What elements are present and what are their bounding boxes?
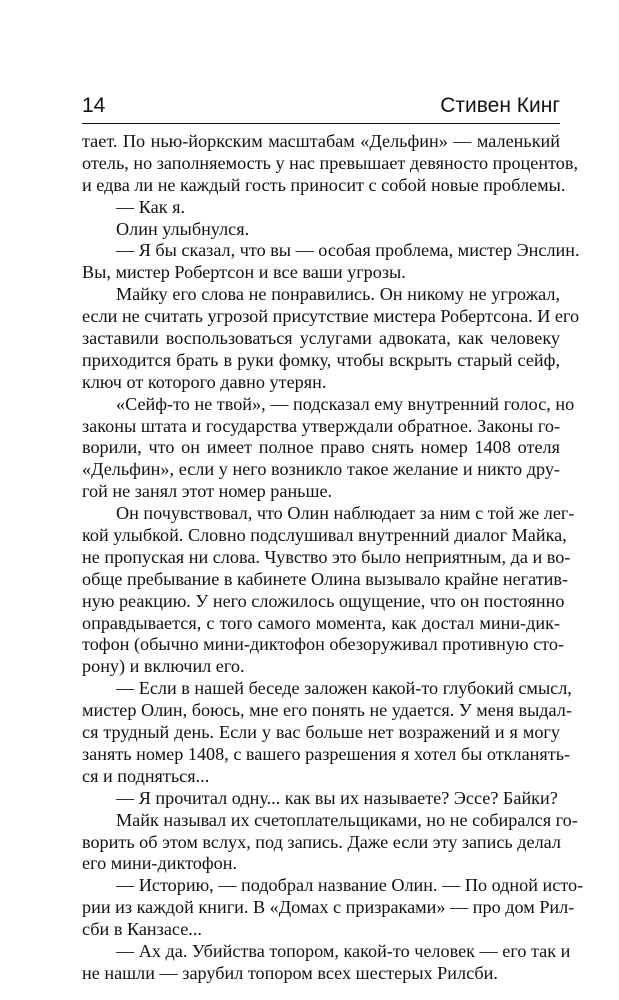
text-line: Майк называл их счетоплательщиками, но не собирался го-: [116, 809, 578, 830]
text-line: Олин улыбнулся.: [116, 218, 250, 239]
text-line: Вы, мистер Робертсон и все ваши угрозы.: [82, 262, 406, 283]
text-line: обще пребывание в кабинете Олина вызывало крайне негатив-: [82, 568, 569, 589]
text-line: «Сейф-то не твой», — подсказал ему внутренний голос, но: [116, 393, 575, 414]
text-line: ся трудный день. Если у вас больше нет возражений и я могу: [82, 722, 560, 743]
text-line: — Историю, — подобрал название Олин. — По одной исто-: [116, 875, 584, 896]
text-line: приходится брать в руки фомку, чтобы вскрыть старый сейф,: [82, 349, 560, 370]
text-line: ся и подняться...: [82, 765, 210, 786]
text-line: ключ от которого давно утерян.: [82, 371, 327, 392]
text-line: Майку его слова не понравились. Он никому не угрожал,: [116, 284, 560, 305]
text-line: тофон (обычно мини-диктофон обезоруживал противную сто-: [82, 634, 565, 655]
text-line: не пропуская ни слова. Чувство это было неприятным, да и во-: [82, 546, 571, 567]
text-line: сби в Канзасе...: [82, 919, 202, 940]
text-line: ную реакцию. У него сложилось ощущение, что он постоянно: [82, 590, 565, 611]
text-line: «Дельфин», если у него возникло такое желание и никто дру-: [82, 459, 560, 480]
text-line: кой улыбкой. Словно подслушивал внутренний диалог Майка,: [82, 525, 567, 546]
text-line: ворить об этом вслух, под запись. Даже если эту запись делал: [82, 831, 561, 852]
body-text: [82, 131, 584, 985]
text-line: — Я прочитал одну... как вы их называете? Эссе? Байки?: [116, 787, 558, 808]
text-line: тает. По нью-йоркским масштабам «Дельфин» — маленький: [82, 131, 560, 151]
text-line: ворили, что он имеет полное право снять номер 1408 отеля: [82, 437, 560, 458]
running-head-author: Стивен Кинг: [440, 94, 560, 117]
text-line: Он почувствовал, что Олин наблюдает за ним с той же лег-: [116, 503, 575, 524]
text-line: — Если в нашей беседе заложен какой-то глубокий смысл,: [116, 678, 572, 699]
page-header: [82, 94, 560, 120]
text-line: рии из каждой книги. В «Домах с призраками» — про дом Рил-: [82, 897, 575, 918]
text-line: не нашли — зарубил топором всех шестерых Рилсби.: [82, 962, 498, 983]
page-number: 14: [82, 94, 106, 117]
text-line: — Ах да. Убийства топором, какой-то человек — его так и: [116, 940, 571, 961]
text-line: отель, но заполняемость у нас превышает девяносто процентов,: [82, 152, 579, 173]
text-line: — Как я.: [116, 196, 185, 217]
text-line: мистер Олин, боюсь, мне его понять не удается. У меня выдал-: [82, 700, 572, 721]
text-line: законы штата и государства утверждали обратное. Законы го-: [82, 415, 560, 436]
text-line: рону) и включил его.: [82, 656, 245, 677]
text-line: — Я бы сказал, что вы — особая проблема, мистер Энслин.: [116, 240, 580, 261]
text-line: его мини-диктофон.: [82, 853, 238, 874]
text-line: гой не занял этот номер раньше.: [82, 481, 333, 502]
text-line: заставили воспользоваться услугами адвоката, как человеку: [82, 328, 560, 349]
header-rule: [82, 123, 560, 124]
text-line: оправдывается, с того самого момента, как достал мини-дик-: [82, 612, 560, 633]
text-line: занять номер 1408, с вашего разрешения я хотел бы откланять-: [82, 743, 571, 764]
text-line: если не считать угрозой присутствие мистера Робертсона. И его: [82, 306, 580, 327]
text-line: и едва ли не каждый гость приносит с собой новые проблемы.: [82, 174, 566, 195]
